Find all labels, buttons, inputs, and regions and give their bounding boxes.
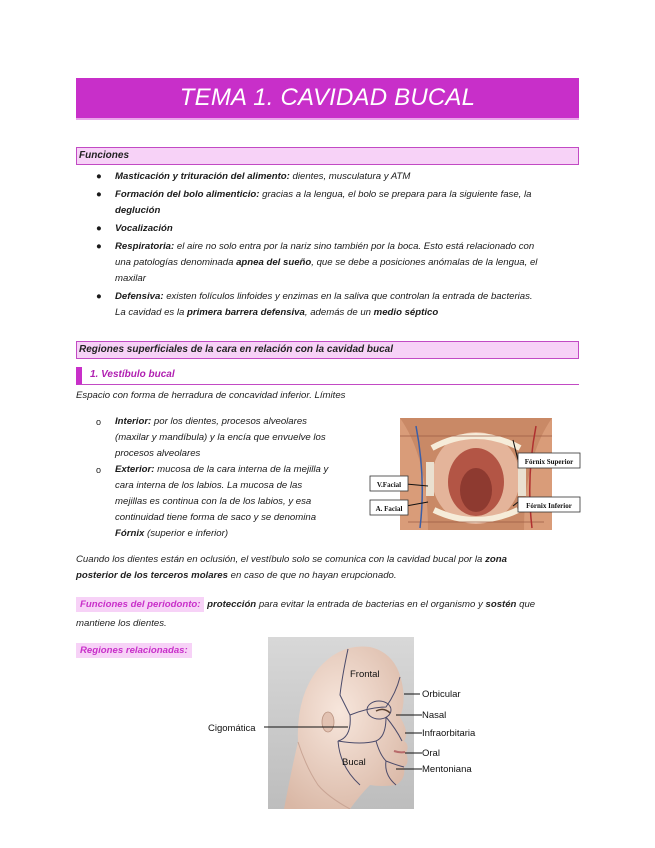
- orbicular-label: Orbicular: [422, 689, 461, 700]
- infraorbitaria-label: Infraorbitaria: [422, 728, 476, 739]
- limites-list: [96, 414, 348, 542]
- afacial-label: A. Facial: [375, 505, 403, 513]
- list-item: o Interior: por los dientes, procesos alveolares (maxilar y mandíbula) y la encía que envuelve los procesos alveolares: [96, 416, 326, 459]
- list-item: ● Defensiva: existen folículos linfoides y enzimas en la saliva que controlan la entrada de bacterias. La cavidad es la primera barrera defensiva, además de un medio séptico: [96, 291, 533, 318]
- list-item: ● Formación del bolo alimenticio: gracias a la lengua, el bolo se prepara para la siguiente fase, la deglución: [96, 189, 532, 216]
- relacionadas-paragraph: [76, 643, 192, 659]
- fornix-superior-label: Fórnix Superior: [524, 458, 574, 466]
- cigomatica-label: Cigomática: [208, 723, 256, 734]
- funciones-heading: Funciones: [76, 147, 579, 165]
- frontal-label: Frontal: [350, 669, 380, 680]
- nasal-label: Nasal: [422, 710, 447, 721]
- periodonto-paragraph: Funciones del periodonto: protección para evitar la entrada de bacterias en el organismo y sostén que mantiene los dientes.: [76, 599, 536, 629]
- relacionadas-label: Regiones relacionadas:: [76, 643, 192, 658]
- page-title-bar: [76, 78, 579, 120]
- oclusion-paragraph: Cuando los dientes están en oclusión, el vestíbulo solo se comunica con la cavidad bucal por la zona posterior de los terceros molares en caso de que no hayan erupcionado.: [76, 554, 507, 581]
- fornix-inferior-label: Fórnix Inferior: [526, 502, 572, 510]
- list-item: ● Vocalización: [96, 223, 173, 234]
- bucal-label: Bucal: [342, 757, 366, 768]
- mentoniana-label: Mentoniana: [422, 764, 472, 775]
- oral-label: Oral: [422, 748, 440, 759]
- funciones-list: [96, 169, 576, 321]
- list-item: ● Respiratoria: el aire no solo entra por la nariz sino también por la boca. Esto está relacionado con una patologías denominada apnea del sueño, que se debe a posiciones anómalas de la lengua, el maxilar: [96, 241, 538, 284]
- vfacial-label: V.Facial: [376, 481, 402, 489]
- periodonto-label: Funciones del periodonto:: [76, 597, 204, 612]
- regiones-heading: Regiones superficiales de la cara en relación con la cavidad bucal: [76, 341, 579, 359]
- face-regions-figure: [200, 637, 490, 809]
- vestibule-figure: [368, 418, 583, 530]
- list-item: ● Masticación y trituración del alimento: dientes, musculatura y ATM: [96, 171, 411, 182]
- vestibulo-intro: Espacio con forma de herradura de concavidad inferior. Límites: [76, 390, 346, 401]
- list-item: o Exterior: mucosa de la cara interna de la mejilla y cara interna de los labios. La mucosa de las mejillas es continua con la de los labios, y esa continuidad tiene forma de saco y se denomina Fórnix (superior e inferior): [96, 464, 329, 539]
- page-title: TEMA 1. CAVIDAD BUCAL: [179, 84, 476, 111]
- vestibulo-heading: 1. Vestíbulo bucal: [76, 367, 579, 385]
